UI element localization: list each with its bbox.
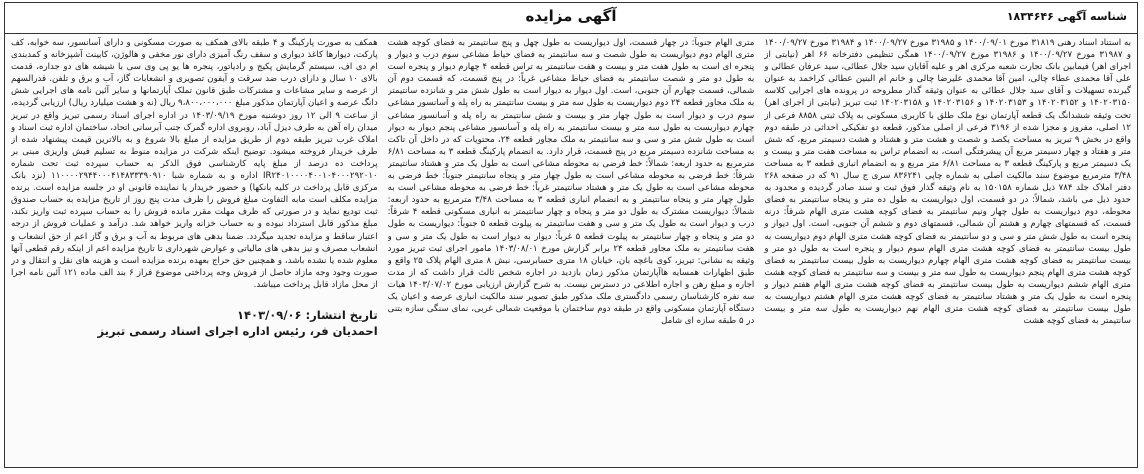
column-text: به استناد اسناد رهنی ۳۱۸۱۹ مورخ ۱۴۰۰/۰۹/۰۱ و ۳۱۹۸۵ مورخ ۱۴۰۰/۰۹/۲۷ و ۳۱۹۸۴ مورخ ۱۴۰۰/۰۹/۲۷ و ۳۱۹۸۷ مورخ ۱۴۰۰/۰۹/۲۷ و ۳۱۹۸۶ مورخ ۱۴۰۰/۰۹/۲۷ همگی تنظیمی دفترخانه ۶۶ اهر (نیابتی از اجرای اهر) فیمابین بانک تجارت شعبه مرکزی اهر و علیه آقایان سید جلال عطائی، سید عرفان عطائی و علی آقا محمدی عطاء چالی، امین آقا محمدی علیرضا چالی و خانم ام البنین عطائی کراخمد به عنوان گیرنده تسهیلات و آقای سید جلال عطائی به عنوان وثیقه گذار مطروحه در پرونده های اجرایی کلاسه ۱۴۰۲۰۳۱۵۰ و ۱۴۰۲۰۳۱۵۲ و ۱۴۰۲۰۳۱۵۳ و ۱۴۰۲۰۳۱۵۶ و ۱۴۰۲۰۳۱۵۸ ثبت تبریز (نیابتی از اجرای اهر) تحت وثیقه ششدانگ یک قطعه آپارتمان نوع ملک طلق با کاربری مسکونی به پلاک ثبتی ۸۸۵۸ فرعی از ۱۲ اصلی، مفروز و مجزا شده از ۳۱۹۶ فرعی از اصلی مذکور، قطعه دو تفکیکی احداثی در طبقه دوم واقع در بخش ۹ تبریز به مساحت یکصد و شصت و هشت متر و هشتاد و هشت دسیمتر مربع، که شش متر و هفتاد و چهار دسیمتر مربع آن پیشرفتگی است، به انضمام تراس به مساحت هفت متر و بیست و یک دسیمتر مربع و پارکینگ قطعه ۳ به مساحت ۶/۸۱ متر مربع و به انضمام انباری قطعه ۳ به مساحت ۳/۴۸ مترمربع موضوع سند مالکیت اصلی به شماره چاپی ۸۳۶۲۴۱ سری ج سال ۹۱ که در صفحه ۲۶۸ دفتر املاک جلد ۷۸۴ ذیل شماره ۱۵۰۱۵۸ به نام وثیقه گذار فوق ثبت و سند صادر گردیده و محدود به حدود ذیل می باشد، شمالاً: در دو قسمت، اول دیواریست به طول ده متر و پنجاه سانتیمتر به فضای محوطه، دوم دیواریست به طول چهار ونیم سانتیمتر به فضای کوچه هشت متری الهام شرقاً: درنه قسمت، که قسمتهای چهارم و هشتم آن شمالی، قسمتهای دوم و ششم آن جنوبی، است. اول دیوار و پنجره است به طول شش متر و سی و دو سانتیمتر به فضای کوچه هشت متری الهام دوم دیواریست به طول بیست سانتیمتر به فضای کوچه هشت متری الهام سوم دیوار و پنجره است به طول دو متر و بیست سانتیمتر به فضای کوچه هشت متری الهام چهارم دیواریست به طول بیست سانتیمتر به فضای کوچه هشت متری الهام پنجم دیواریست به طول سه متر و بیست و سه سانتیمتر به فضای کوچه هشت متری الهام ششم دیواریست به طول بیست سانتیمتر به فضای کوچه هشت متری الهام هفتم دیوار و پنجره است به طول یک متر و هشتاد سانتیمتر به فضای کوچه هشت متری الهام هشتم دیواریست به طول بیست سانتیمتر به فضای کوچه هشت متری الهام نهم دیواریست به طول سه متر و بیست سانتیمتر به فضای کوچه هشت (764, 38, 1131, 327)
notice-title: آگهی مزایده (525, 7, 617, 25)
notice-footer (11, 307, 378, 339)
notice-header (5, 3, 1137, 34)
column-text: متری الهام جنوباً: در چهار قسمت، اول دیواریست به طول چهل و پنج سانتیمتر به فضای کوچه هشت متری الهام دوم دیواریست به طول شصت و سه سانتیمتر به فضای حیاط مشاعی سوم درب و دیوار و پنجره ای است به طول هفت متر و بیست و هفت سانتیمتر به تراس قطعه ۴ چهارم دیوار و پنجره است به طول دو متر و شصت سانتیمتر به فضای حیاط مشاعی غرباً: در پنج قسمت، که قسمت دوم آن شمالی، قسمت چهارم آن جنوبی، است. اول دیوار به دیوار است به طول شش متر و شانزده سانتیمتر به ملک مجاور قطعه ۲۴ دوم دیواریست به طول سه متر و بیست سانتیمتر به راه پله و آسانسور مشاعی سوم درب و دیوار است به طول چهار متر و بیست و شش سانتیمتر به راه پله و آسانسور مشاعی چهارم دیواریست به طول سه متر و بیست سانتیمتر به راه پله و آسانسور مشاعی پنجم دیوار به دیوار است به طول شش متر و سی و سه سانتیمتر به ملک مجاور قطعه ۲۴، محتویات که در داخل آن تاکت به مساحت شانزده دسیمتر مربع در پنج قسمت، قرار دارد. به انضمام پارکینگ قطعه ۳ به مساحت ۶/۸۱ مترمربع به حدود اربعه: شمالاً: خط فرضی به محوطه مشاعی است به طول یک متر و هشتاد سانتیمتر شرقاً: خط فرضی به محوطه مشاعی است به طول چهار متر و پنجاه سانتیمتر جنوباً: خط فرضی به محوطه مشاعی است به طول یک متر و هشتاد سانتیمتر غرباً: خط فرضی به محوطه مشاعی است به طول چهار متر و پنجاه سانتیمتر و به انضمام انباری قطعه ۳ به مساحت ۳/۴۸ مترمربع به حدود اربعه: شمالاً: دیواریست مشترک به طول دو متر و پنجاه و چهار سانتیمتر به انباری مسکونی قطعه ۴ شرقاً: درب و دیوار است به طول یک متر و سی و هفت سانتیمتر به پیلوت قطعه ۵ جنوباً: دیواریست به طول دو متر و پنجاه و چهار سانتیمتر به پیلوت قطعه ۵ غرباً: دیوار به دیوار است به طول یک متر و سی و هفت سانتیمتر به ملک مجاور قطعه ۲۴ برابر گزارش مورخ ۱۴۰۳/۰۸/۰۱ مامور اجرای ثبت تبریز مورد وثیقه به نشانی: تبریز، کوی باغچه بان، خیابان ۱۸ متری حسابرسی، نبش ۸ متری الهام پلاک ۲۵ واقع و طبق اظهارات همسایه هاآپارتمان مذکور زمان بازدید در اجاره شخص ثالث قرار داشت که از مدت اجاره و مبلغ رهن و اجاره اطلاعی در دسترس نیست. به شرح گزارش ارزیابی مورخ ۱۴۰۳/۰۷/۰۲ هیات سه نفره کارشناسان رسمی دادگستری ملک مذکور طبق تصویر سند مالکیت انباری عرصه و اعیان یک دستگاه آپارتمان مسکونی واقع در طبقه دوم ساختمان با موقعیت شمالی غربی، نمای سنگی سازه بتنی در ۵ طبقه سازه ای شامل (387, 38, 755, 327)
publish-date: تاریخ انتشار: ۱۴۰۳/۰۹/۰۶ (237, 307, 378, 322)
signature: احمدیان فر، رئیس اداره اجرای اسناد رسمی تبریز (97, 323, 378, 338)
column-text: همکف به صورت پارکینگ و ۴ طبقه بالای همکف به صورت مسکونی و دارای آسانسور، سه خوابه، کف پارکت، دیوارها کاغذ دیواری و سقف رنگ آمیزی دارای نور مخفی و هالوژن، کابینت آشپزخانه و کمدبندی ام دی اف، سیستم گرمایش پکیج و رادیاتور، پنجره ها یو پی وی سی با شیشه های دو جداره، قدمت بالای ۱۰ سال و دارای درب ضد سرقت و آیفون تصویری و انشعابات گاز، آب و برق و تلفن. قدرالسهم از عرصه و سایر مشاعات و مشترکات طبق قانون تملک آپارتمانها و سایر آئین نامه های اجرایی شش دانگ عرصه و اعیان آپارتمان مذکور مبلغ ۹،۸۰۰،۰۰۰،۰۰۰ ریال (نه و هشت میلیارد ریال) ارزیابی گردیده، از ساعت ۹ الی ۱۲ روز دوشنبه مورخ ۱۴۰۳/۰۹/۱۹ در اداره اجرای اسناد رسمی تبریز واقع در تبریز میدان راه آهن به طرف دیزل آباد، روبروی اداره گمرک جنب آبرسانی اتحاد، ساختمان اداره ثبت اسناد و املاک غرب تبریز طبقه دوم از طریق مزایده از مبلغ بالا شروع و به بالاترین قیمت پیشنهاد شده از طرف خریدار فروخته میشود. توضیح اینکه شرکت در مزایده منوط به تسلیم فیش واریزی مبنی بر پرداخت ده درصد از مبلغ پایه کارشناسی فوق الذکر به حساب سپرده ثبت تحت شماره IR۲۴۰۱۰۰۰۰۴۰۰۱۰۴۰۰۰۲۹۲۰۱۰ اداره و به شماره شبا ۱۱۰۰۰۰۲۹۴۴۰۰۰۴۱۴۸۳۳۳۹۰۹۱۰ (نزد بانک مرکزی قابل پرداخت در کلیه بانکها) و حضور خریدار یا نماینده قانونی او در جلسه مزایده است. برنده مزایده مکلف است مابه التفاوت مبلغ فروش را ظرف مدت پنج روز از تاریخ مزایده به حساب صندوق ثبت تودیع نماید و در صورتی که ظرف مهلت مقرر مانده فروش را به حساب سپرده ثبت واریز نکند، مبلغ مذکور قابل استرداد نبوده و به حساب خزانه واریز خواهد شد. درآمد و عملیات فروش از درجه اعتبار ساقط و مزایده تجدید میگردد. ضمنا بدهی های مربوط به آب و برق و گاز اعم از حق انشعاب و انشعاب مصرف و نیز بدهی های مالیاتی و عوارض شهرداری تا تاریخ مزایده اعم از اینکه رقم قطعی آنها معلوم شده یا نشده باشد، و همچنین حق حراج بعهده برنده مزایده است و هزینه های نقل و انتقال و در صورت وجود وجه مازاد حاصل از فروش وجه پرداختی موضوع فراز ۶ بند الف ماده ۱۲۱ آئین نامه اجرا از محل مازاد قابل پرداخت میباشد. (10, 38, 378, 290)
auction-notice (4, 2, 1138, 468)
column-middle (388, 37, 755, 461)
column-left (11, 37, 378, 461)
ad-id: شناسه آگهی ۱۸۳۴۶۴۶ (1006, 10, 1127, 23)
column-right (764, 37, 1131, 461)
notice-body (11, 37, 1131, 461)
